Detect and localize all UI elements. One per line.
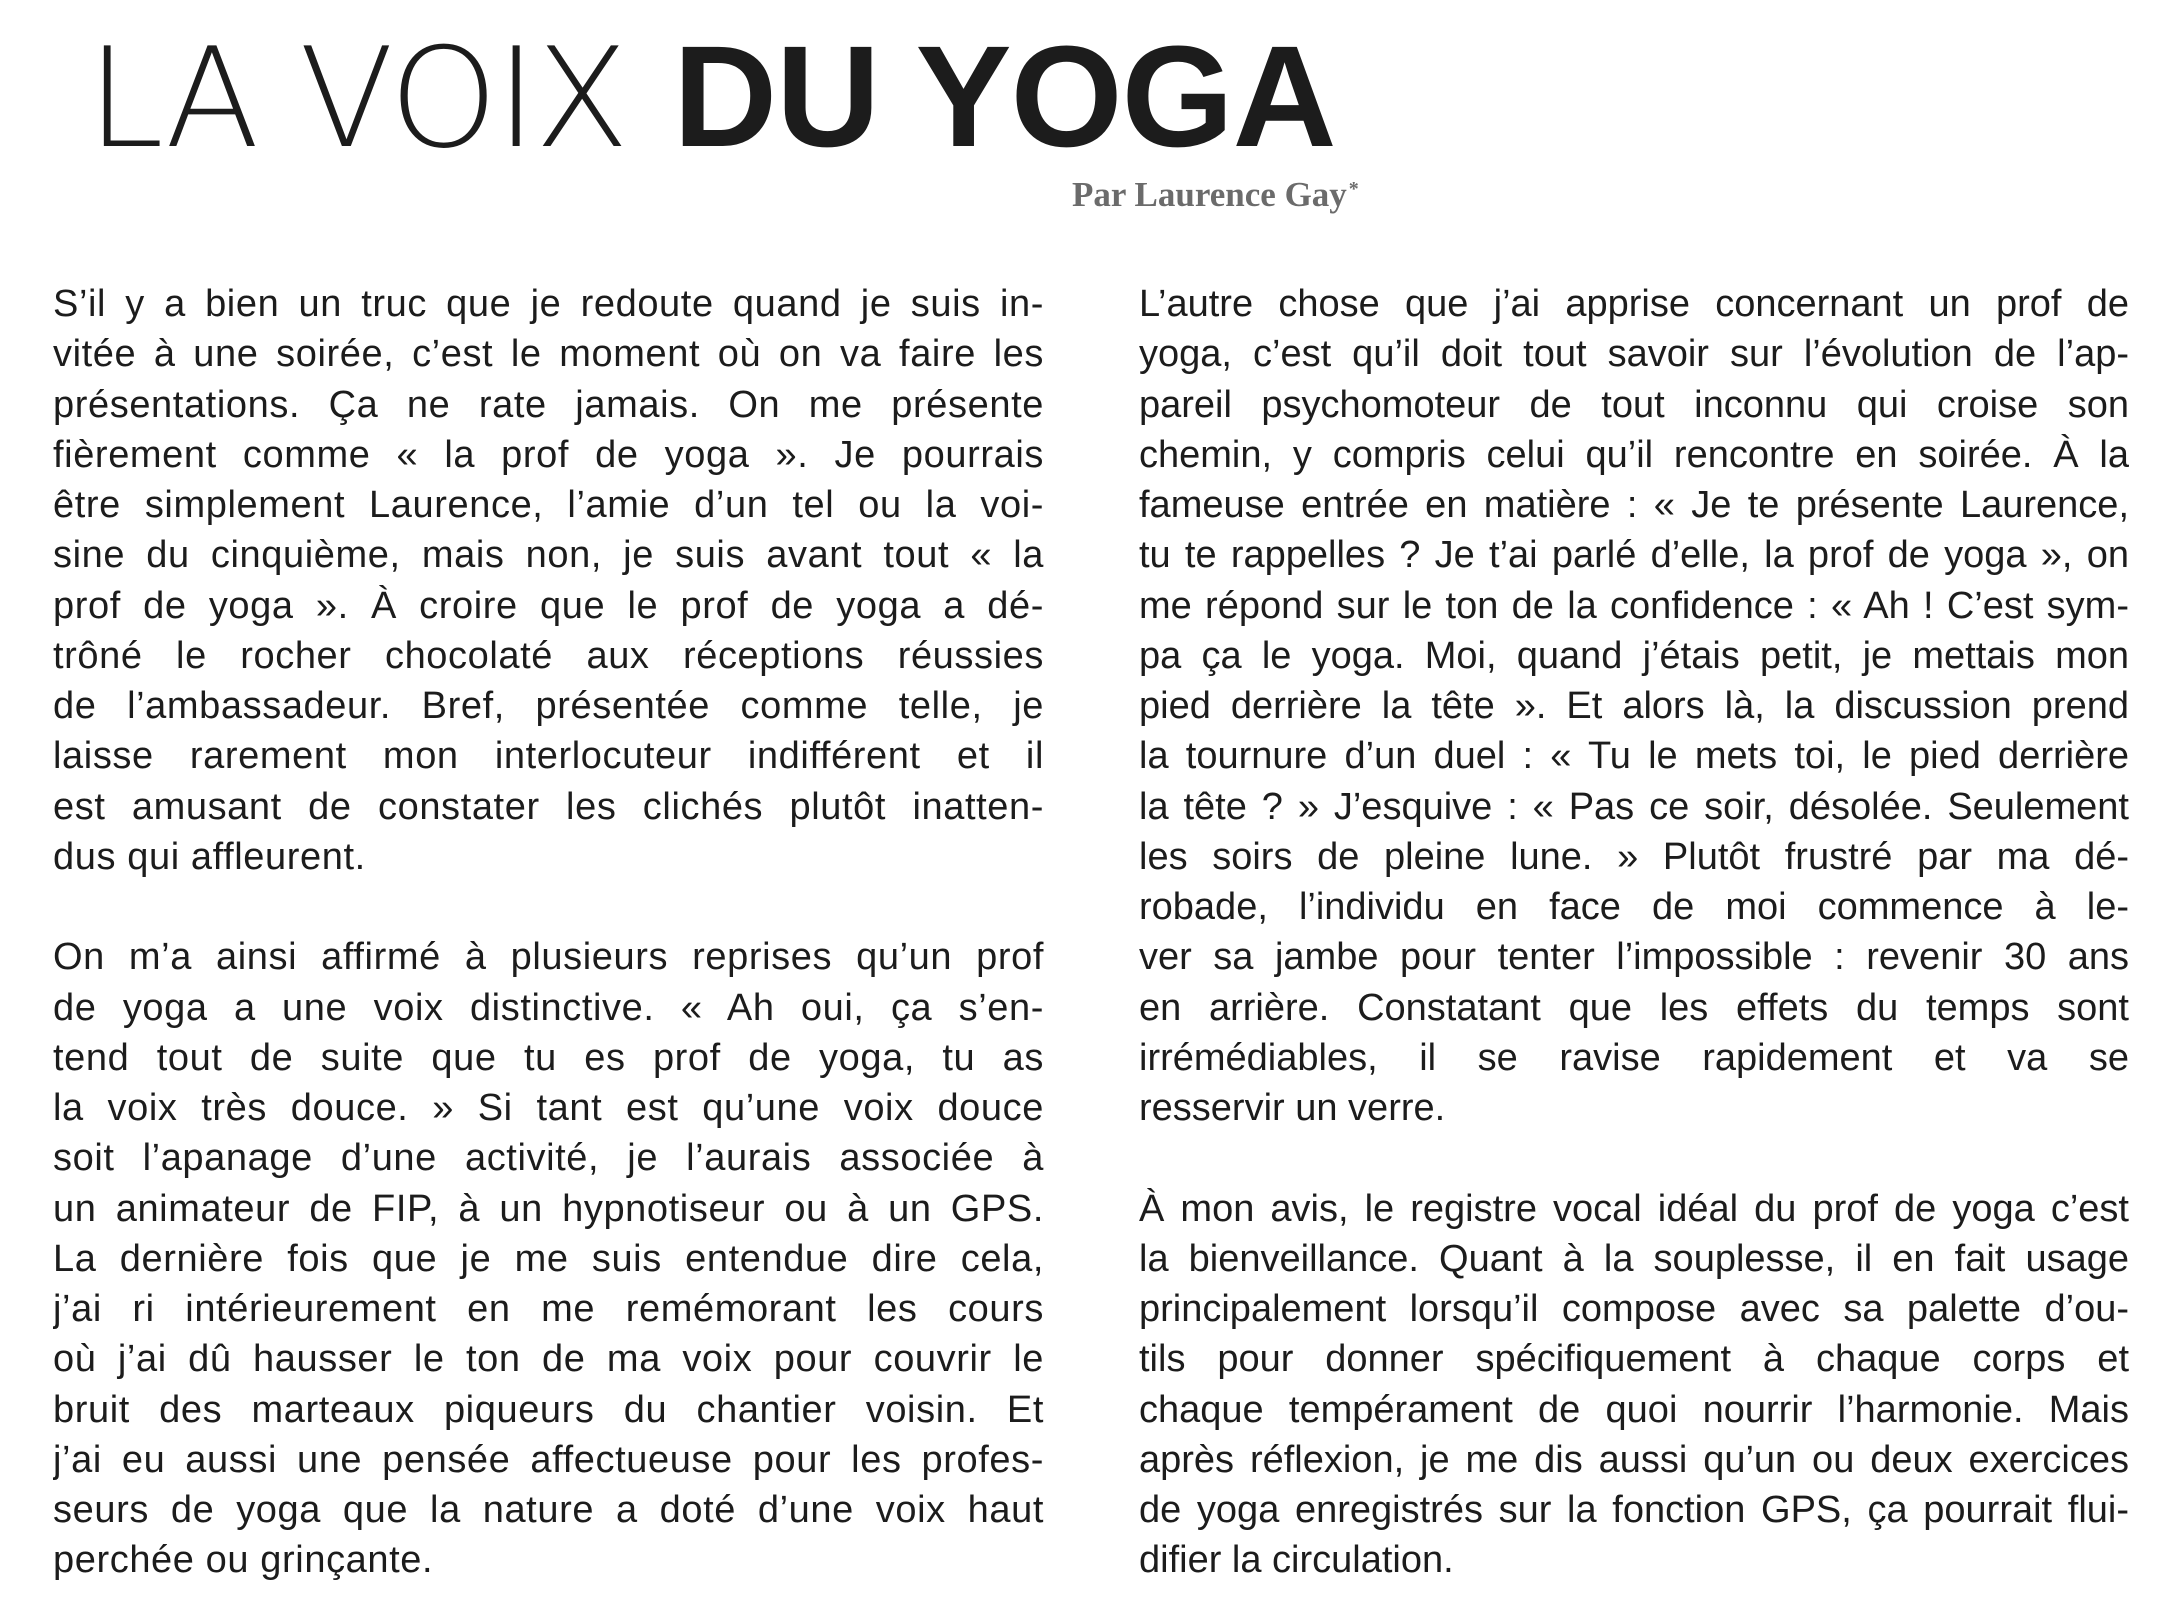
- text-line: principalement lorsqu’il compose avec sa palette d’ou-: [1139, 1288, 2129, 1330]
- text-line: en arrière. Constatant que les effets du temps sont: [1139, 986, 2129, 1029]
- text-line: j’ai ri intérieurement en me remémorant les cours: [53, 1288, 1044, 1330]
- text-line: la tête ? » J’esquive : « Pas ce soir, désolée. Seulement: [1139, 785, 2129, 828]
- text-line: chemin, y compris celui qu’il rencontre en soirée. À la: [1139, 433, 2129, 476]
- text-line: sine du cinquième, mais non, je suis avant tout « la: [53, 534, 1044, 577]
- byline-author: Par Laurence Gay: [1072, 175, 1347, 214]
- paragraph: [53, 932, 1044, 1585]
- text-line: de l’ambassadeur. Bref, présentée comme telle, je: [53, 685, 1044, 727]
- text-line: difier la circulation.: [1139, 1539, 1454, 1582]
- text-line: pa ça le yoga. Moi, quand j’étais petit, je mettais mon: [1139, 634, 2129, 677]
- text-line: La dernière fois que je me suis entendue dire cela,: [53, 1237, 1044, 1280]
- text-line: j’ai eu aussi une pensée affectueuse pour les profes-: [53, 1438, 1044, 1481]
- text-line: la bienveillance. Quant à la souplesse, il en fait usage: [1139, 1237, 2129, 1280]
- text-line: À mon avis, le registre vocal idéal du prof de yoga c’est: [1139, 1187, 2129, 1230]
- text-line: On m’a ainsi affirmé à plusieurs reprises qu’un prof: [53, 936, 1044, 979]
- text-line: de yoga enregistrés sur la fonction GPS, ça pourrait flui-: [1139, 1489, 2129, 1531]
- text-line: trôné le rocher chocolaté aux réceptions réussies: [53, 634, 1044, 677]
- text-line: irrémédiables, il se ravise rapidement et va se: [1139, 1036, 2129, 1079]
- text-line: pied derrière la tête ». Et alors là, la discussion prend: [1139, 685, 2129, 727]
- text-line: prof de yoga ». À croire que le prof de yoga a dé-: [53, 584, 1044, 627]
- text-line: où j’ai dû hausser le ton de ma voix pour couvrir le: [53, 1338, 1044, 1381]
- paragraph: [1139, 1184, 2129, 1586]
- text-line: L’autre chose que j’ai apprise concernant un prof de: [1139, 283, 2129, 325]
- text-line: robade, l’individu en face de moi commence à le-: [1139, 886, 2129, 928]
- text-line: tils pour donner spécifiquement à chaque corps et: [1139, 1338, 2129, 1381]
- text-line: est amusant de constater les clichés plutôt inatten-: [53, 785, 1044, 828]
- text-line: un animateur de FIP, à un hypnotiseur ou à un GPS.: [53, 1187, 1044, 1230]
- text-line: la voix très douce. » Si tant est qu’une voix douce: [53, 1087, 1044, 1129]
- text-line: soit l’apanage d’une activité, je l’aurais associée à: [53, 1137, 1044, 1180]
- text-line: laisse rarement mon interlocuteur indifférent et il: [53, 735, 1044, 778]
- text-line: présentations. Ça ne rate jamais. On me présente: [53, 383, 1044, 426]
- title-light-part: LA VOIX: [87, 18, 628, 179]
- text-line: S’il y a bien un truc que je redoute quand je suis in-: [53, 283, 1044, 325]
- text-line: les soirs de pleine lune. » Plutôt frustré par ma dé-: [1139, 835, 2129, 878]
- text-line: perchée ou grinçante.: [53, 1539, 434, 1582]
- text-line: de yoga a une voix distinctive. « Ah oui, ça s’en-: [53, 986, 1044, 1029]
- article-title: [87, 16, 1336, 179]
- text-line: vitée à une soirée, c’est le moment où on va faire les: [53, 333, 1044, 376]
- text-line: ver sa jambe pour tenter l’impossible : revenir 30 ans: [1139, 936, 2129, 979]
- text-line: me répond sur le ton de la confidence : « Ah ! C’est sym-: [1139, 584, 2129, 627]
- column-left: [53, 279, 1044, 1586]
- text-line: dus qui affleurent.: [53, 835, 366, 878]
- byline-footnote-mark: *: [1348, 178, 1359, 200]
- paragraph: [1139, 279, 2129, 1133]
- text-line: chaque tempérament de quoi nourrir l’harmonie. Mais: [1139, 1388, 2129, 1431]
- text-line: yoga, c’est qu’il doit tout savoir sur l’évolution de l’ap-: [1139, 333, 2129, 376]
- text-line: la tournure d’un duel : « Tu le mets toi, le pied derrière: [1139, 735, 2129, 778]
- text-line: tu te rappelles ? Je t’ai parlé d’elle, la prof de yoga », on: [1139, 534, 2129, 577]
- text-line: tend tout de suite que tu es prof de yoga, tu as: [53, 1036, 1044, 1079]
- byline: [1072, 177, 1359, 212]
- title-bold-part: DU YOGA: [673, 16, 1336, 177]
- paragraph: [53, 279, 1044, 882]
- column-right: [1139, 279, 2129, 1586]
- text-line: fameuse entrée en matière : « Je te présente Laurence,: [1139, 484, 2129, 526]
- text-line: resservir un verre.: [1139, 1087, 1446, 1129]
- text-line: pareil psychomoteur de tout inconnu qui croise son: [1139, 383, 2129, 426]
- text-line: être simplement Laurence, l’amie d’un tel ou la voi-: [53, 484, 1044, 526]
- text-line: après réflexion, je me dis aussi qu’un ou deux exercices: [1139, 1438, 2129, 1481]
- text-line: seurs de yoga que la nature a doté d’une voix haut: [53, 1489, 1044, 1531]
- text-line: bruit des marteaux piqueurs du chantier voisin. Et: [53, 1388, 1044, 1431]
- text-line: fièrement comme « la prof de yoga ». Je pourrais: [53, 433, 1044, 476]
